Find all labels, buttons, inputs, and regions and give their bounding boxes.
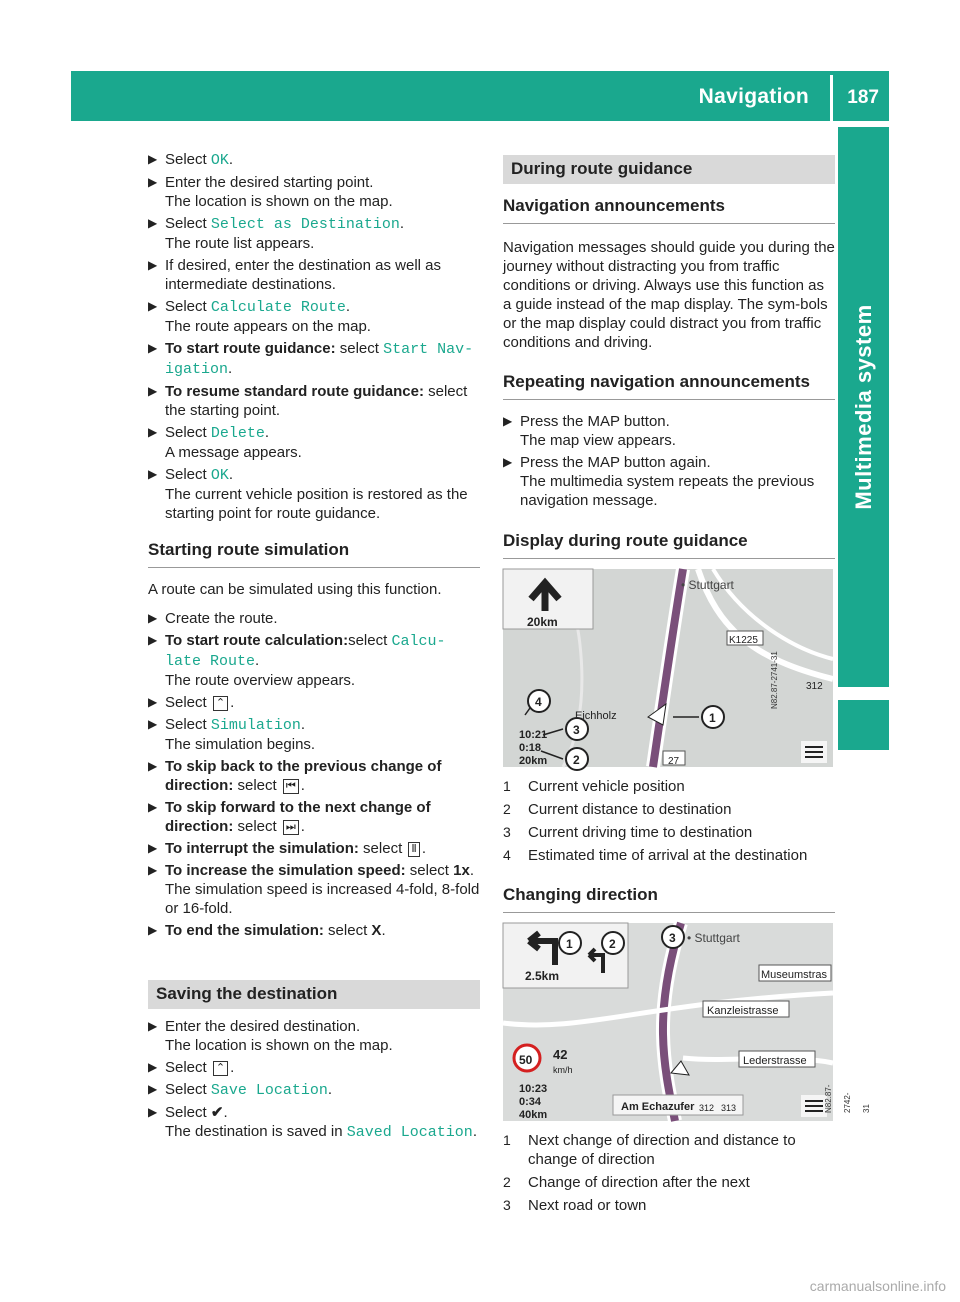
step-increase-speed — [148, 861, 480, 918]
bold-text: To start route calculation: — [165, 632, 349, 649]
text: . — [264, 424, 270, 441]
chevron-up-icon[interactable]: ⌃ — [213, 696, 228, 711]
arrow-icon: ▶ — [148, 152, 158, 166]
legend-number: 2 — [503, 1174, 511, 1190]
legend-number: 4 — [503, 847, 511, 863]
remaining-distance: 20km — [519, 755, 548, 767]
arrow-icon: ▶ — [148, 717, 158, 731]
result-text: The location is shown on the map. — [165, 193, 393, 210]
skip-forward-icon[interactable]: ⏭ — [283, 820, 299, 835]
text: Enter the desired starting point. — [165, 174, 374, 191]
text: select — [335, 340, 384, 357]
heading-display-during-guidance: Display during route guidance — [503, 531, 835, 559]
legend-item — [503, 846, 835, 865]
next-road-label: Am Echazufer — [621, 1101, 695, 1113]
speed-limit-value: 50 — [519, 1053, 533, 1067]
text: select — [405, 862, 454, 879]
left-column — [148, 150, 480, 1145]
map-display-guidance — [503, 569, 833, 767]
band-saving-destination: Saving the destination — [148, 980, 480, 1009]
menu-item-saved-location[interactable]: Saved Location — [346, 1124, 473, 1141]
text: . — [399, 215, 405, 232]
text: select — [233, 818, 281, 835]
side-block — [838, 700, 889, 750]
arrow-icon: ▶ — [148, 923, 158, 937]
text: select — [348, 632, 392, 649]
result-text: The route appears on the map. — [165, 318, 371, 335]
street-label-kanzlei: Kanzleistrasse — [707, 1005, 779, 1017]
text: . — [228, 360, 233, 377]
arrow-icon: ▶ — [148, 216, 158, 230]
heading-route-simulation: Starting route simulation — [148, 540, 480, 568]
result-text: The current vehicle position is restored as the starting point for route guidance. — [165, 486, 468, 522]
arrow-icon: ▶ — [148, 1060, 158, 1074]
text: . — [327, 1081, 333, 1098]
menu-item-save-location[interactable]: Save Location — [210, 1082, 328, 1099]
step-select-up — [148, 693, 480, 712]
legend-text: Current vehicle position — [528, 778, 685, 795]
current-speed: 42 — [553, 1047, 568, 1062]
right-column — [503, 155, 871, 1219]
legend-text: Current distance to destination — [528, 801, 732, 818]
section-title: Navigation — [698, 85, 809, 108]
text: . — [469, 862, 475, 879]
result-text: The map view appears. — [520, 432, 676, 449]
result-text: The multimedia system repeats the previous navigation message. — [520, 473, 815, 509]
step-save-location — [148, 1080, 480, 1100]
legend-text: Next road or town — [528, 1197, 647, 1214]
legend-text: Change of direction after the next — [528, 1174, 750, 1191]
arrow-icon: ▶ — [148, 863, 158, 877]
step-select-ok — [148, 150, 480, 170]
step-interrupt — [148, 839, 480, 858]
highway-label: 312 — [806, 681, 823, 692]
side-tab-label-wrap — [838, 127, 889, 687]
text: Select — [165, 694, 211, 711]
arrow-icon: ▶ — [148, 841, 158, 855]
arrow-icon: ▶ — [503, 414, 513, 428]
arrow-icon: ▶ — [148, 384, 158, 398]
step-intermediate — [148, 256, 480, 294]
distance-label: 2.5km — [525, 969, 560, 983]
arrow-icon: ▶ — [148, 1019, 158, 1033]
legend-number: 3 — [503, 1197, 511, 1213]
legend-item — [503, 1196, 835, 1215]
result-text: The route overview appears. — [165, 672, 356, 689]
city-label: • Stuttgart — [681, 578, 734, 592]
text: select — [323, 922, 372, 939]
exit-number: 27 — [668, 756, 680, 767]
arrow-icon: ▶ — [148, 1105, 158, 1119]
legend-text: Next change of direction and distance to change of direction — [528, 1132, 796, 1168]
menu-item-calculate-route[interactable]: Calculate Route — [210, 299, 346, 316]
step-create-route — [148, 609, 480, 628]
legend-item — [503, 823, 835, 842]
result-text — [165, 1122, 480, 1142]
menu-item-calculate-route[interactable]: Calcu‐late Route — [165, 633, 446, 670]
street-label-museum: Museumstras — [761, 969, 828, 981]
text: . — [255, 652, 260, 669]
text: Press the MAP button. — [520, 413, 670, 430]
text: The destination is saved in — [165, 1123, 347, 1140]
menu-item-ok[interactable]: OK — [210, 152, 229, 169]
arrival-time: 10:23 — [519, 1083, 548, 1095]
bold-text: To resume standard route guidance: — [165, 383, 424, 400]
text: . — [421, 840, 427, 857]
menu-item-delete[interactable]: Delete — [210, 425, 265, 442]
step-delete — [148, 423, 480, 462]
arrow-icon: ▶ — [148, 341, 158, 355]
band-during-guidance: During route guidance — [503, 155, 835, 184]
heading-repeating-announcements: Repeating navigation announcements — [503, 372, 835, 400]
legend-text: Estimated time of arrival at the destination — [528, 847, 808, 864]
page-header — [71, 71, 889, 121]
text: Select — [165, 1059, 211, 1076]
step-press-map-again — [503, 453, 835, 510]
legend-number: 2 — [503, 801, 511, 817]
text: . — [300, 818, 305, 835]
result-text: The simulation speed is increased 4-fold, 8-fold or 16-fold. — [165, 881, 480, 917]
skip-back-icon[interactable]: ⏮ — [283, 779, 299, 794]
text: Create the route. — [165, 610, 278, 627]
text: select — [358, 840, 407, 857]
legend-item — [503, 1173, 835, 1192]
heading-navigation-announcements: Navigation announcements — [503, 196, 835, 224]
legend-number: 1 — [503, 1132, 511, 1148]
callout-3-number: 3 — [669, 931, 676, 945]
text: . — [230, 694, 235, 711]
arrow-icon: ▶ — [503, 455, 513, 469]
arrow-icon: ▶ — [148, 611, 158, 625]
arrival-time: 10:21 — [519, 729, 548, 741]
chevron-up-icon[interactable]: ⌃ — [213, 1061, 228, 1076]
text: . — [228, 151, 234, 168]
step-simulation — [148, 715, 480, 754]
bold-text: To skip forward to the next change of direction: — [165, 799, 431, 835]
text: Select — [165, 466, 211, 483]
legend-number: 3 — [503, 824, 511, 840]
text: . — [230, 1059, 235, 1076]
sim-intro: A route can be simulated using this function. — [148, 581, 442, 598]
bold-text: To interrupt the simulation: — [165, 840, 359, 857]
step-calculate — [148, 297, 480, 336]
place-label: Eichholz — [575, 710, 617, 722]
step-enter-destination — [148, 1017, 480, 1055]
speed-unit: km/h — [553, 1065, 573, 1075]
header-divider — [830, 75, 833, 121]
step-select-up-2 — [148, 1058, 480, 1077]
result-text: A message appears. — [165, 444, 302, 461]
menu-item-select-as-destination[interactable]: Select as Destination — [210, 216, 400, 233]
bold-text: To skip back to the previous change of direction: — [165, 758, 442, 794]
next-road-number-1: 312 — [699, 1103, 715, 1113]
page-number: 187 — [847, 87, 879, 108]
heading-changing-direction: Changing direction — [503, 885, 835, 913]
callout-4-number: 4 — [535, 695, 542, 709]
next-road-number-2: 313 — [721, 1103, 737, 1113]
text: Select — [165, 151, 211, 168]
image-code: N82.87-2741-31 — [770, 651, 779, 709]
text: Press the MAP button again. — [520, 454, 711, 471]
driving-time: 0:34 — [519, 1096, 542, 1108]
legend-item — [503, 800, 835, 819]
arrow-icon: ▶ — [148, 800, 158, 814]
arrow-icon: ▶ — [148, 695, 158, 709]
result-text: The simulation begins. — [165, 736, 316, 753]
arrow-icon: ▶ — [148, 633, 158, 647]
text: . — [228, 466, 234, 483]
driving-time: 0:18 — [519, 742, 542, 754]
menu-item-ok[interactable]: OK — [210, 467, 229, 484]
remaining-distance: 40km — [519, 1109, 548, 1121]
legend-text: Current driving time to destination — [528, 824, 753, 841]
bold-text: To start route guidance: — [165, 340, 336, 357]
step-start-guidance — [148, 339, 480, 379]
step-press-map — [503, 412, 835, 450]
distance-label: 20km — [527, 615, 558, 629]
step-enter-start — [148, 173, 480, 211]
text: . — [223, 1104, 228, 1121]
step-skip-back — [148, 757, 480, 795]
text: . — [472, 1123, 477, 1140]
bold-text: To end the simulation: — [165, 922, 324, 939]
footer-watermark: carmanualsonline.info — [809, 1278, 946, 1294]
arrow-icon: ▶ — [148, 759, 158, 773]
text: . — [300, 716, 306, 733]
menu-item-start-navigation[interactable]: Start Nav‐igation — [165, 341, 474, 378]
step-start-calculation — [148, 631, 480, 690]
pause-icon[interactable]: Ⅱ — [408, 842, 419, 857]
callout-1-number: 1 — [709, 711, 716, 725]
step-select-destination — [148, 214, 480, 253]
street-label-leder: Lederstrasse — [743, 1055, 807, 1067]
map-changing-direction — [503, 923, 871, 1121]
result-text: The location is shown on the map. — [165, 1037, 393, 1054]
text: Select — [165, 215, 211, 232]
arrow-icon: ▶ — [148, 258, 158, 272]
map-graphic — [503, 923, 833, 1121]
bold-text: To increase the simulation speed: — [165, 862, 406, 879]
step-skip-forward — [148, 798, 480, 836]
text: If desired, enter the destination as well as intermediate destinations. — [165, 257, 441, 293]
legend-number: 1 — [503, 778, 511, 794]
text: Select — [165, 1104, 211, 1121]
city-label: • Stuttgart — [687, 931, 740, 945]
arrow-icon: ▶ — [148, 299, 158, 313]
speed-option[interactable]: 1x — [453, 862, 470, 879]
legend-item — [503, 777, 835, 796]
road-label-k1225: K1225 — [729, 635, 758, 646]
arrow-icon: ▶ — [148, 175, 158, 189]
step-end-simulation — [148, 921, 480, 940]
text: . — [381, 922, 386, 939]
step-resume — [148, 382, 480, 420]
arrow-icon: ▶ — [148, 467, 158, 481]
text: Select — [165, 1081, 211, 1098]
side-tab-label: Multimedia system — [850, 304, 876, 510]
legend-item — [503, 1131, 835, 1169]
callout-1-number: 1 — [566, 937, 573, 951]
text: . — [300, 777, 305, 794]
text: select — [233, 777, 281, 794]
step-select-ok-2 — [148, 465, 480, 523]
callout-2-number: 2 — [609, 937, 616, 951]
step-confirm — [148, 1103, 480, 1142]
end-option[interactable]: X — [371, 922, 382, 939]
text: select the starting point. — [165, 383, 468, 419]
callout-2-number: 2 — [573, 753, 580, 767]
result-text: The route list appears. — [165, 235, 315, 252]
arrow-icon: ▶ — [148, 425, 158, 439]
announcements-text: Navigation messages should guide you during the journey without distracting you from traffic conditions or driving. Always use this function as a guide instead of the map display. The sym-bols or the map display could distract you from traffic conditions and driving. — [503, 239, 835, 351]
text: Select — [165, 716, 211, 733]
image-code: N82.87-2742-31 — [824, 1084, 871, 1113]
text: Enter the desired destination. — [165, 1018, 361, 1035]
arrow-icon: ▶ — [148, 1082, 158, 1096]
callout-3-number: 3 — [573, 723, 580, 737]
text: Select — [165, 424, 211, 441]
text: . — [345, 298, 351, 315]
menu-item-simulation[interactable]: Simulation — [210, 717, 301, 734]
check-icon[interactable]: ✔ — [210, 1104, 224, 1121]
text: Select — [165, 298, 211, 315]
